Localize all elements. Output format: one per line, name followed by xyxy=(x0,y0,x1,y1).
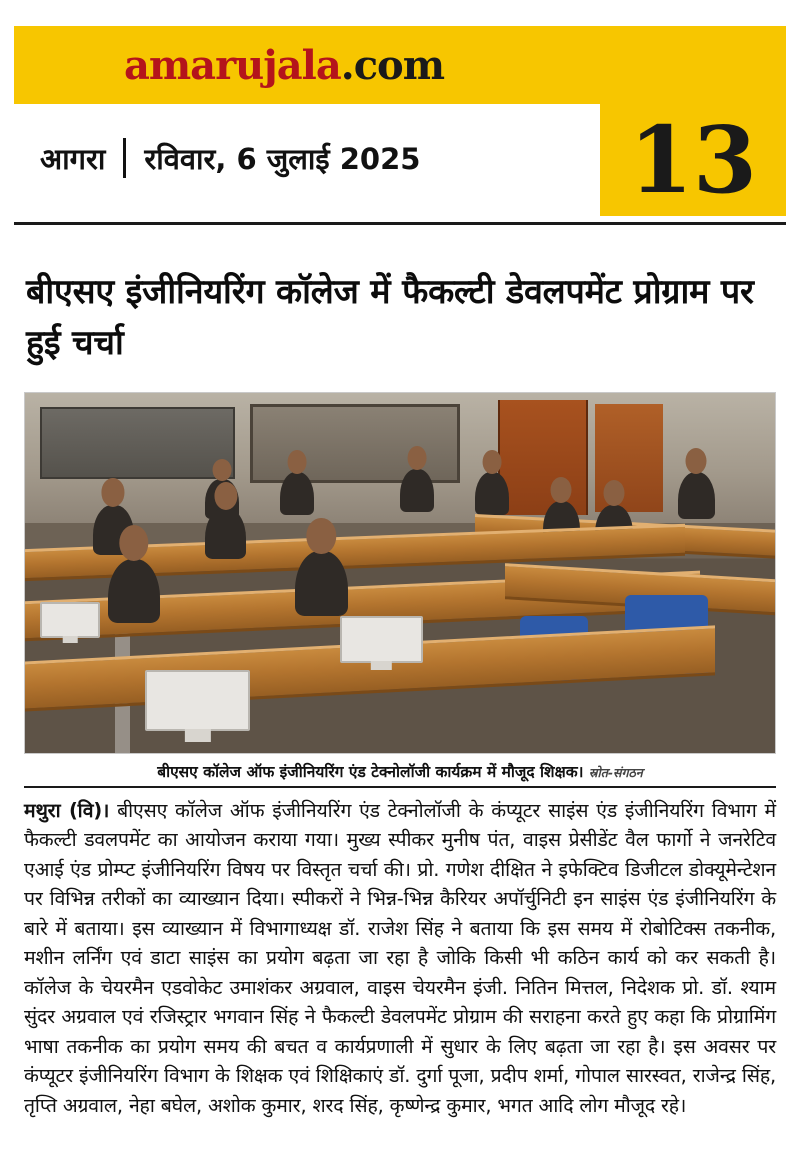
dateline-city: आगरा xyxy=(40,141,106,176)
logo-suffix-text: .com xyxy=(340,41,445,89)
page-number: 13 xyxy=(628,106,758,214)
dateline-date: रविवार, 6 जुलाई 2025 xyxy=(144,141,421,176)
body-paragraph: बीएसए कॉलेज ऑफ इंजीनियरिंग एंड टेक्नोलॉजी के कंप्यूटर साइंस एंड इंजीनियरिंग विभाग में फैकल्टी डवलपमेंट का आयोजन कराया गया। मुख्य स्पीकर मुनीष पंत, वाइस प्रेसीडेंट वैल फार्गो ने जनरेटिव एआई एंड प्रोम्प्ट इंजीनियरिंग विषय पर विस्तृत चर्चा की। प्रो. गणेश दीक्षित ने इफेक्टिव डिजीटल डोक्यूमेन्टेशन पर विभिन्न तरीकों का व्याख्यान दिया। स्पीकरों ने भिन्न-भिन्न कैरियर अपॉर्चुनिटी इन साइंस एंड इंजीनियरिंग के बारे में बताया। इस व्याख्यान में विभागाध्यक्ष डॉ. राजेश सिंह ने बताया कि इस समय में रोबोटिक्स तकनीक, मशीन लर्निंग एवं डाटा साइंस का प्रयोग बढ़ता जा रहा है जोकि किसी भी कठिन कार्य को कर सकती है। कॉलेज के चेयरमैन एडवोकेट उमाशंकर अग्रवाल, वाइस चेयरमैन इंजी. नितिन मित्तल, निदेशक प्रो. डॉ. श्याम सुंदर अग्रवाल एवं रजिस्ट्रार भगवान सिंह ने फैकल्टी डेवलपमेंट प्रोग्राम की सराहना करते हुए कहा कि प्रोग्रामिंग भाषा तकनीक का प्रयोग समय की बचत व कार्यप्रणाली में सुधार के लिए बढ़ता जा रहा है। इस अवसर पर कंप्यूटर इंजीनियरिंग विभाग के शिक्षक एवं शिक्षिकाएं डॉ. दुर्गा पूजा, प्रदीप शर्मा, गोपाल सारस्वत, राजेन्द्र सिंह, तृप्ति अग्रवाल, नेहा बघेल, अशोक कुमार, शरद सिंह, कृष्णेन्द्र कुमार, भगत आदि लोग मौजूद रहे। xyxy=(24,799,776,1117)
photo-caption-text: बीएसए कॉलेज ऑफ इंजीनियरिंग एंड टेक्नोलॉजी कार्यक्रम में मौजूद शिक्षक। xyxy=(157,763,584,781)
photo-person xyxy=(400,469,434,512)
photo-credit: स्रोत-संगठन xyxy=(588,765,643,780)
photo-caption xyxy=(24,760,776,782)
dateline-divider xyxy=(123,138,126,178)
photo-person xyxy=(678,472,716,519)
photo-window xyxy=(40,407,235,479)
photo-monitor xyxy=(340,616,423,663)
photo-door-left xyxy=(498,400,588,515)
article-photo xyxy=(24,392,776,754)
dateline xyxy=(40,130,580,186)
photo-whiteboard xyxy=(250,404,460,483)
logo-main-text: amarujala xyxy=(123,41,341,89)
body-dateline: मथुरा (वि)। xyxy=(24,799,110,822)
photo-monitor xyxy=(40,602,100,638)
header-rule xyxy=(14,222,786,225)
photo-scene xyxy=(25,393,775,753)
photo-person xyxy=(295,551,348,616)
photo-person xyxy=(205,508,246,558)
page-number-block xyxy=(600,26,786,216)
photo-person xyxy=(108,559,161,624)
photo-person xyxy=(280,472,314,515)
amarujala-logo xyxy=(14,26,554,104)
article-body xyxy=(24,796,776,1120)
article-headline: बीएसए इंजीनियरिंग कॉलेज में फैकल्टी डेवलपमेंट प्रोग्राम पर हुई चर्चा xyxy=(26,271,754,363)
caption-rule xyxy=(24,786,776,788)
photo-monitor xyxy=(145,670,250,731)
photo-person xyxy=(475,472,509,515)
